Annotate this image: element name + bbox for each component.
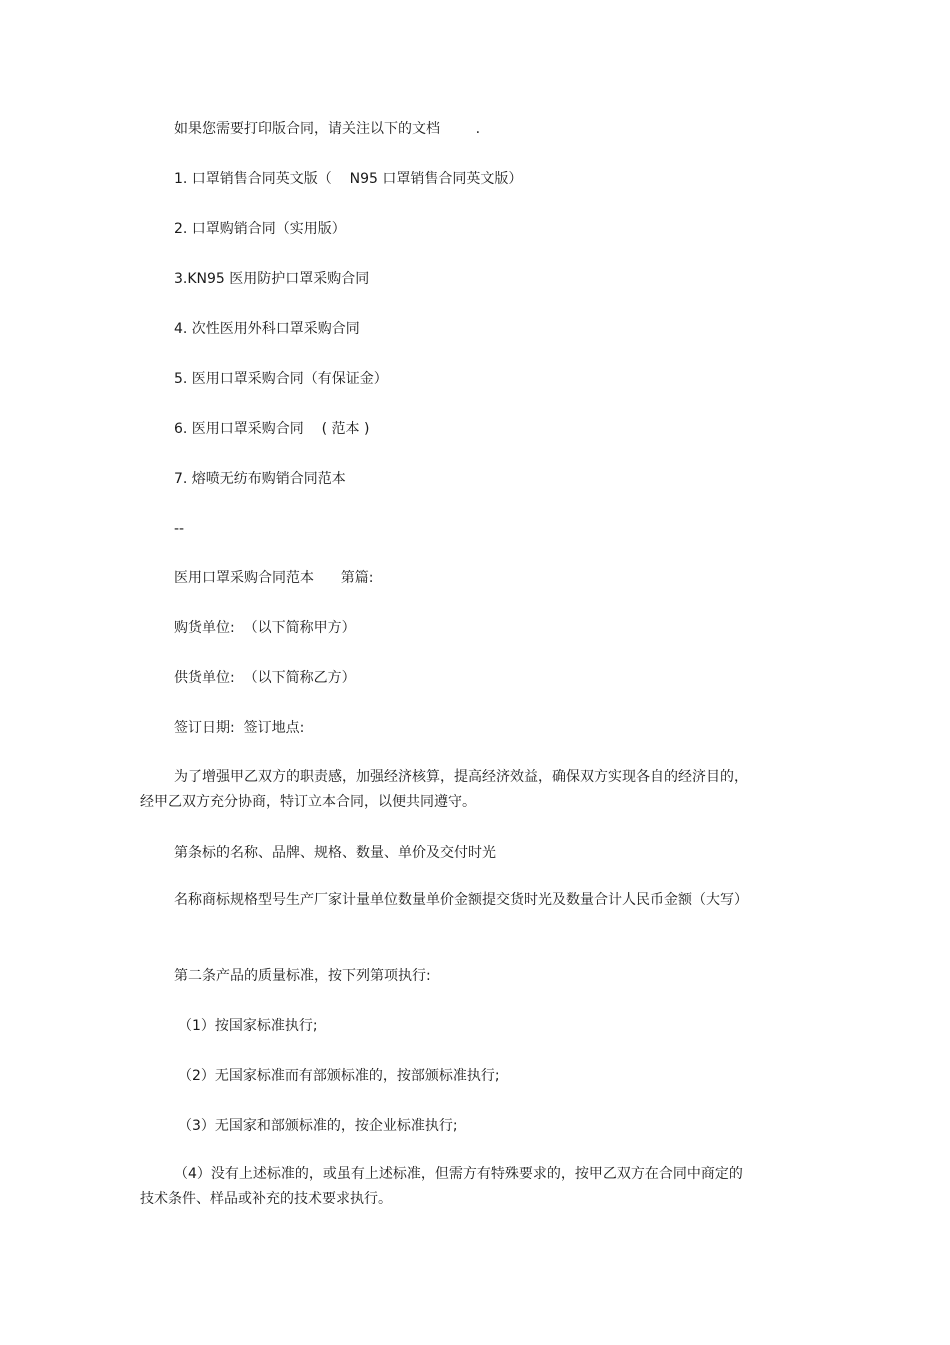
separator: --: [174, 521, 185, 537]
doc-link-7[interactable]: 7. 熔喷无纺布购销合同范本: [174, 471, 346, 487]
doc-link-3[interactable]: 3.KN95 医用防护口罩采购合同: [174, 271, 370, 287]
supplier-line: 供货单位: （以下简称乙方）: [174, 670, 356, 686]
article2-item-3: （3）无国家和部颁标准的，按企业标准执行;: [178, 1118, 458, 1134]
doc-link-2[interactable]: 2. 口罩购销合同（实用版）: [174, 221, 346, 237]
intro-text: 如果您需要打印版合同，请关注以下的文档 .: [174, 121, 481, 137]
article2-item-4: （4）没有上述标准的，或虽有上述标准，但需方有特殊要求的，按甲乙双方在合同中商定的技术条件、样品或补充的技术要求执行。: [140, 1166, 743, 1207]
article2-item-2: （2）无国家标准而有部颁标准的，按部颁标准执行;: [178, 1068, 500, 1084]
sign-line: 签订日期: 签订地点:: [174, 720, 305, 736]
doc-link-4[interactable]: 4. 次性医用外科口罩采购合同: [174, 321, 360, 337]
contract-title: 医用口罩采购合同范本 第篇:: [174, 570, 374, 586]
buyer-line: 购货单位: （以下简称甲方）: [174, 620, 356, 636]
article1-body: 名称商标规格型号生产厂家计量单位数量单价金额提交货时光及数量合计人民币金额（大写）: [174, 892, 748, 908]
article1-title: 第条标的名称、品牌、规格、数量、单价及交付时光: [174, 845, 496, 861]
article2-title: 第二条产品的质量标准，按下列第项执行:: [174, 968, 431, 984]
doc-link-1[interactable]: 1. 口罩销售合同英文版（ N95 口罩销售合同英文版）: [174, 171, 523, 187]
doc-link-6[interactable]: 6. 医用口罩采购合同 ( 范本 ): [174, 421, 370, 437]
article2-item-1: （1）按国家标准执行;: [178, 1018, 318, 1034]
preamble-paragraph: 为了增强甲乙双方的职责感，加强经济核算，提高经济效益，确保双方实现各自的经济目的，经甲乙双方充分协商，特订立本合同，以便共同遵守。: [140, 769, 748, 810]
doc-link-5[interactable]: 5. 医用口罩采购合同（有保证金）: [174, 371, 388, 387]
